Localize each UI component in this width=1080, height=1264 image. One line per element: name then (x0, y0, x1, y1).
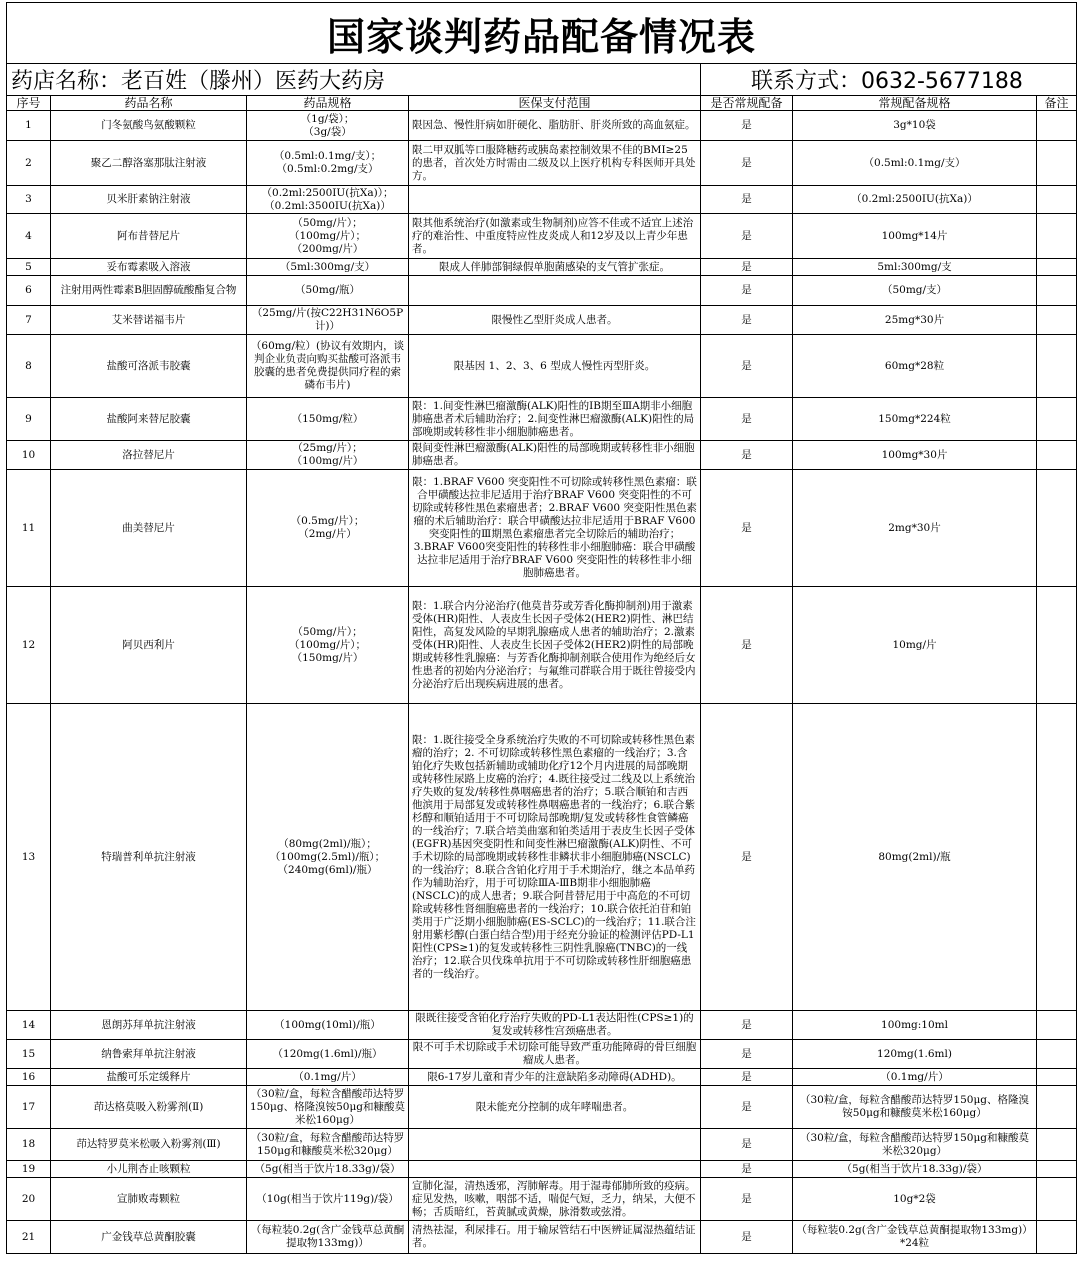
regular-spec: 120mg(1.6ml) (793, 1040, 1037, 1069)
drug-name: 洛拉替尼片 (51, 441, 247, 470)
table-row (7, 186, 1077, 214)
remark (1037, 306, 1077, 335)
drug-name: 艾米替诺福韦片 (51, 306, 247, 335)
table-row (7, 259, 1077, 276)
remark (1037, 587, 1077, 704)
regular-spec: 25mg*30片 (793, 306, 1037, 335)
row-number: 16 (7, 1069, 51, 1086)
page-title: 国家谈判药品配备情况表 (7, 3, 1077, 64)
insurance-scope: 限间变性淋巴瘤激酶(ALK)阳性的局部晚期或转移性非小细胞肺癌患者。 (409, 441, 701, 470)
table-row (7, 214, 1077, 259)
table-row (7, 1161, 1077, 1178)
row-number: 2 (7, 141, 51, 186)
regular-stock: 是 (701, 1161, 793, 1178)
drug-spec: （0.2ml:2500IU(抗Xa)）； （0.2ml:3500IU(抗Xa)） (247, 186, 409, 214)
drug-name: 纳鲁索拜单抗注射液 (51, 1040, 247, 1069)
table-row (7, 1011, 1077, 1040)
remark (1037, 1129, 1077, 1161)
remark (1037, 1161, 1077, 1178)
header-note: 备注 (1037, 96, 1077, 111)
contact-info: 联系方式：0632-5677188 (701, 64, 1077, 96)
regular-stock: 是 (701, 587, 793, 704)
regular-spec: 60mg*28粒 (793, 335, 1037, 398)
remark (1037, 335, 1077, 398)
drug-spec: （50mg/片）； （100mg/片）； （150mg/片） (247, 587, 409, 704)
regular-stock: 是 (701, 1221, 793, 1254)
table-row (7, 1040, 1077, 1069)
remark (1037, 259, 1077, 276)
row-number: 13 (7, 704, 51, 1011)
remark (1037, 470, 1077, 587)
regular-stock: 是 (701, 704, 793, 1011)
regular-spec: （30粒/盒，每粒含醋酸茚达特罗150μg、格隆溴铵50μg和糠酸莫米松160μg） (793, 1086, 1037, 1129)
insurance-scope: 限因急、慢性肝病如肝硬化、脂肪肝、肝炎所致的高血氨症。 (409, 111, 701, 141)
remark (1037, 1040, 1077, 1069)
insurance-scope: 限：1.BRAF V600 突变阳性不可切除或转移性黑色素瘤：联合甲磺酸达拉非尼适用于治疗BRAF V600 突变阳性的不可切除或转移性黑色素瘤患者；2.BRAF V600 突变阳性黑色素瘤的术后辅助治疗：联合甲磺酸达拉非尼适用于BRAF V600 突变阳性的Ⅲ期黑色素瘤患者完全切除后的辅助治疗；3.BRAF V600突变阳性的转移性非小细胞肺癌：联合甲磺酸达拉非尼适用于治疗BRAF V600 突变阳性的转移性非小细胞肺癌患者。 (409, 470, 701, 587)
drug-spec: （80mg(2ml)/瓶）； （100mg(2.5ml)/瓶）； （240mg(6ml)/瓶） (247, 704, 409, 1011)
regular-spec: 5ml:300mg/支 (793, 259, 1037, 276)
drug-table (6, 2, 1077, 1254)
table-row (7, 1221, 1077, 1254)
header-name: 药品名称 (51, 96, 247, 111)
table-row (7, 335, 1077, 398)
regular-stock: 是 (701, 1011, 793, 1040)
insurance-scope (409, 1129, 701, 1161)
row-number: 7 (7, 306, 51, 335)
drug-spec: （每粒装0.2g(含广金钱草总黄酮提取物133mg)） (247, 1221, 409, 1254)
drug-name: 小儿荆杏止咳颗粒 (51, 1161, 247, 1178)
regular-stock: 是 (701, 276, 793, 306)
drug-spec: （120mg(1.6ml)/瓶） (247, 1040, 409, 1069)
row-number: 21 (7, 1221, 51, 1254)
drug-name: 阿布昔替尼片 (51, 214, 247, 259)
insurance-scope: 限慢性乙型肝炎成人患者。 (409, 306, 701, 335)
table-row (7, 1178, 1077, 1221)
drug-spec: （50mg/片）； （100mg/片）； （200mg/片） (247, 214, 409, 259)
drug-spec: （25mg/片(按C22H31N6O5P计)） (247, 306, 409, 335)
remark (1037, 214, 1077, 259)
regular-spec: （0.2ml:2500IU(抗Xa)） (793, 186, 1037, 214)
drug-name: 阿贝西利片 (51, 587, 247, 704)
regular-stock: 是 (701, 111, 793, 141)
drug-spec: （60mg/粒）(协议有效期内，谈判企业负责向购买盐酸可洛派韦胶囊的患者免费提供同疗程的索磷布韦片) (247, 335, 409, 398)
table-row (7, 111, 1077, 141)
drug-spec: （5g(相当于饮片18.33g)/袋） (247, 1161, 409, 1178)
drug-name: 盐酸可洛派韦胶囊 (51, 335, 247, 398)
row-number: 8 (7, 335, 51, 398)
insurance-scope: 限未能充分控制的成年哮喘患者。 (409, 1086, 701, 1129)
drug-name: 恩朗苏拜单抗注射液 (51, 1011, 247, 1040)
table-row (7, 704, 1077, 1011)
table-row (7, 587, 1077, 704)
regular-stock: 是 (701, 214, 793, 259)
regular-spec: （每粒装0.2g(含广金钱草总黄酮提取物133mg)）*24粒 (793, 1221, 1037, 1254)
drug-spec: （0.1mg/片） (247, 1069, 409, 1086)
insurance-scope: 限二甲双胍等口服降糖药或胰岛素控制效果不佳的BMI≥25的患者，首次处方时需由二级及以上医疗机构专科医师开具处方。 (409, 141, 701, 186)
remark (1037, 141, 1077, 186)
drug-name: 茚达格莫吸入粉雾剂(Ⅱ) (51, 1086, 247, 1129)
regular-stock: 是 (701, 1178, 793, 1221)
drug-spec: （30粒/盒，每粒含醋酸茚达特罗150μg、格隆溴铵50μg和糠酸莫米松160μg） (247, 1086, 409, 1129)
regular-stock: 是 (701, 1069, 793, 1086)
row-number: 12 (7, 587, 51, 704)
table-row (7, 1129, 1077, 1161)
drug-name: 盐酸阿来替尼胶囊 (51, 398, 247, 441)
regular-stock: 是 (701, 141, 793, 186)
regular-spec: （30粒/盒，每粒含醋酸茚达特罗150μg和糠酸莫米松320μg） (793, 1129, 1037, 1161)
table-row (7, 398, 1077, 441)
insurance-scope (409, 1161, 701, 1178)
insurance-scope: 限：1.间变性淋巴瘤激酶(ALK)阳性的ⅠB期至ⅢA期非小细胞肺癌患者术后辅助治疗；2.间变性淋巴瘤激酶(ALK)阳性的局部晚期或转移性非小细胞肺癌患者。 (409, 398, 701, 441)
regular-stock: 是 (701, 335, 793, 398)
regular-stock: 是 (701, 259, 793, 276)
regular-spec: 10mg/片 (793, 587, 1037, 704)
regular-stock: 是 (701, 441, 793, 470)
insurance-scope: 清热祛湿，利尿排石。用于输尿管结石中医辨证属湿热蕴结证者。 (409, 1221, 701, 1254)
drug-spec: （1g/袋）； （3g/袋） (247, 111, 409, 141)
row-number: 6 (7, 276, 51, 306)
insurance-scope: 宣肺化湿，清热透邪，泻肺解毒。用于湿毒郁肺所致的疫病。症见发热，咳嗽，咽部不适，喘促气短，乏力，纳呆，大便不畅；舌质暗红，苔黄腻或黄燥，脉滑数或弦滑。 (409, 1178, 701, 1221)
row-number: 18 (7, 1129, 51, 1161)
remark (1037, 1011, 1077, 1040)
insurance-scope: 限其他系统治疗(如激素或生物制剂)应答不佳或不适宜上述治疗的难治性、中重度特应性皮炎成人和12岁及以上青少年患者。 (409, 214, 701, 259)
regular-stock: 是 (701, 398, 793, 441)
regular-spec: 10g*2袋 (793, 1178, 1037, 1221)
insurance-scope: 限基因 1、2、3、6 型成人慢性丙型肝炎。 (409, 335, 701, 398)
table-row (7, 276, 1077, 306)
drug-name: 盐酸可乐定缓释片 (51, 1069, 247, 1086)
regular-stock: 是 (701, 1086, 793, 1129)
regular-spec: 3g*10袋 (793, 111, 1037, 141)
insurance-scope: 限成人伴肺部铜绿假单胞菌感染的支气管扩张症。 (409, 259, 701, 276)
regular-spec: 100mg*30片 (793, 441, 1037, 470)
drug-name: 曲美替尼片 (51, 470, 247, 587)
drug-spec: （25mg/片）； （100mg/片） (247, 441, 409, 470)
remark (1037, 704, 1077, 1011)
row-number: 15 (7, 1040, 51, 1069)
table-row (7, 470, 1077, 587)
table-row (7, 441, 1077, 470)
drug-name: 贝米肝素钠注射液 (51, 186, 247, 214)
drug-name: 注射用两性霉素B胆固醇硫酸酯复合物 (51, 276, 247, 306)
header-spec: 药品规格 (247, 96, 409, 111)
drug-spec: （0.5ml:0.1mg/支）； （0.5ml:0.2mg/支） (247, 141, 409, 186)
header-scope: 医保支付范围 (409, 96, 701, 111)
regular-stock: 是 (701, 470, 793, 587)
drug-spec: （10g(相当于饮片119g)/袋） (247, 1178, 409, 1221)
insurance-scope (409, 276, 701, 306)
table-row (7, 141, 1077, 186)
regular-spec: （0.1mg/片） (793, 1069, 1037, 1086)
regular-stock: 是 (701, 306, 793, 335)
row-number: 5 (7, 259, 51, 276)
drug-spec: （100mg(10ml)/瓶） (247, 1011, 409, 1040)
drug-name: 特瑞普利单抗注射液 (51, 704, 247, 1011)
regular-spec: （50mg/支） (793, 276, 1037, 306)
remark (1037, 398, 1077, 441)
regular-stock: 是 (701, 186, 793, 214)
remark (1037, 276, 1077, 306)
row-number: 19 (7, 1161, 51, 1178)
row-number: 11 (7, 470, 51, 587)
remark (1037, 1069, 1077, 1086)
row-number: 9 (7, 398, 51, 441)
table-body (7, 111, 1077, 1254)
regular-stock: 是 (701, 1129, 793, 1161)
drug-name: 茚达特罗莫米松吸入粉雾剂(Ⅲ) (51, 1129, 247, 1161)
row-number: 17 (7, 1086, 51, 1129)
table-row (7, 1069, 1077, 1086)
regular-spec: 150mg*224粒 (793, 398, 1037, 441)
row-number: 10 (7, 441, 51, 470)
remark (1037, 1221, 1077, 1254)
regular-stock: 是 (701, 1040, 793, 1069)
regular-spec: （0.5ml:0.1mg/支） (793, 141, 1037, 186)
insurance-scope: 限不可手术切除或手术切除可能导致严重功能障碍的骨巨细胞瘤成人患者。 (409, 1040, 701, 1069)
drug-name: 聚乙二醇洛塞那肽注射液 (51, 141, 247, 186)
drug-table-sheet (6, 2, 1076, 1254)
insurance-scope: 限6-17岁儿童和青少年的注意缺陷多动障碍(ADHD)。 (409, 1069, 701, 1086)
drug-name: 门冬氨酸鸟氨酸颗粒 (51, 111, 247, 141)
table-row (7, 1086, 1077, 1129)
insurance-scope (409, 186, 701, 214)
remark (1037, 111, 1077, 141)
drug-spec: （50mg/瓶） (247, 276, 409, 306)
regular-spec: 100mg*14片 (793, 214, 1037, 259)
row-number: 14 (7, 1011, 51, 1040)
regular-spec: 2mg*30片 (793, 470, 1037, 587)
remark (1037, 441, 1077, 470)
header-regular: 是否常规配备 (701, 96, 793, 111)
row-number: 3 (7, 186, 51, 214)
regular-spec: （5g(相当于饮片18.33g)/袋） (793, 1161, 1037, 1178)
header-no: 序号 (7, 96, 51, 111)
drug-name: 广金钱草总黄酮胶囊 (51, 1221, 247, 1254)
remark (1037, 1178, 1077, 1221)
drug-spec: （5ml:300mg/支） (247, 259, 409, 276)
row-number: 4 (7, 214, 51, 259)
remark (1037, 186, 1077, 214)
drug-spec: （30粒/盒，每粒含醋酸茚达特罗150μg和糠酸莫米松320μg） (247, 1129, 409, 1161)
regular-spec: 100mg:10ml (793, 1011, 1037, 1040)
drug-spec: （150mg/粒） (247, 398, 409, 441)
row-number: 1 (7, 111, 51, 141)
insurance-scope: 限：1.既往接受全身系统治疗失败的不可切除或转移性黑色素瘤的治疗；2. 不可切除或转移性黑色素瘤的一线治疗；3.含铂化疗失败包括新辅助或辅助化疗12个月内进展的局部晚期或转移性尿路上皮癌的治疗；4.既往接受过二线及以上系统治疗失败的复发/转移性鼻咽癌患者的治疗；5.联合顺铂和吉西他滨用于局部复发或转移性鼻咽癌患者的一线治疗；6.联合紫杉醇和顺铂适用于不可切除局部晚期/复发或转移性食管鳞癌的一线治疗；7.联合培美曲塞和铂类适用于表皮生长因子受体(EGFR)基因突变阴性和间变性淋巴瘤激酶(ALK)阴性、不可手术切除的局部晚期或转移性非鳞状非小细胞肺癌(NSCLC)的一线治疗；8.联合含铂化疗用于手术期治疗，继之本品单药作为辅助治疗，用于可切除ⅢA-ⅢB期非小细胞肺癌(NSCLC)的成人患者；9.联合阿昔替尼用于中高危的不可切除或转移性肾细胞癌患者的一线治疗；10.联合依托泊苷和铂类用于广泛期小细胞肺癌(ES-SCLC)的一线治疗；11.联合注射用紫杉醇(白蛋白结合型)用于经充分验证的检测评估PD-L1阳性(CPS≥1)的复发或转移性三阴性乳腺癌(TNBC)的一线治疗；12.联合贝伐珠单抗用于不可切除或转移性肝细胞癌患者的一线治疗。 (409, 704, 701, 1011)
drug-name: 宣肺败毒颗粒 (51, 1178, 247, 1221)
store-name: 药店名称：老百姓（滕州）医药大药房 (7, 64, 701, 96)
insurance-scope: 限既往接受含铂化疗治疗失败的PD-L1表达阳性(CPS≥1)的复发或转移性宫颈癌患者。 (409, 1011, 701, 1040)
remark (1037, 1086, 1077, 1129)
header-regular-spec: 常规配备规格 (793, 96, 1037, 111)
drug-spec: （0.5mg/片）； （2mg/片） (247, 470, 409, 587)
table-row (7, 306, 1077, 335)
row-number: 20 (7, 1178, 51, 1221)
drug-name: 妥布霉素吸入溶液 (51, 259, 247, 276)
regular-spec: 80mg(2ml)/瓶 (793, 704, 1037, 1011)
insurance-scope: 限：1.联合内分泌治疗(他莫昔芬或芳香化酶抑制剂)用于激素受体(HR)阳性、人表皮生长因子受体2(HER2)阴性、淋巴结阳性，高复发风险的早期乳腺癌成人患者的辅助治疗；2.激素受体(HR)阳性、人表皮生长因子受体2(HER2)阴性的局部晚期或转移性乳腺癌：与芳香化酶抑制剂联合使用作为绝经后女性患者的初始内分泌治疗；与氟维司群联合用于既往曾接受内分泌治疗后出现疾病进展的患者。 (409, 587, 701, 704)
